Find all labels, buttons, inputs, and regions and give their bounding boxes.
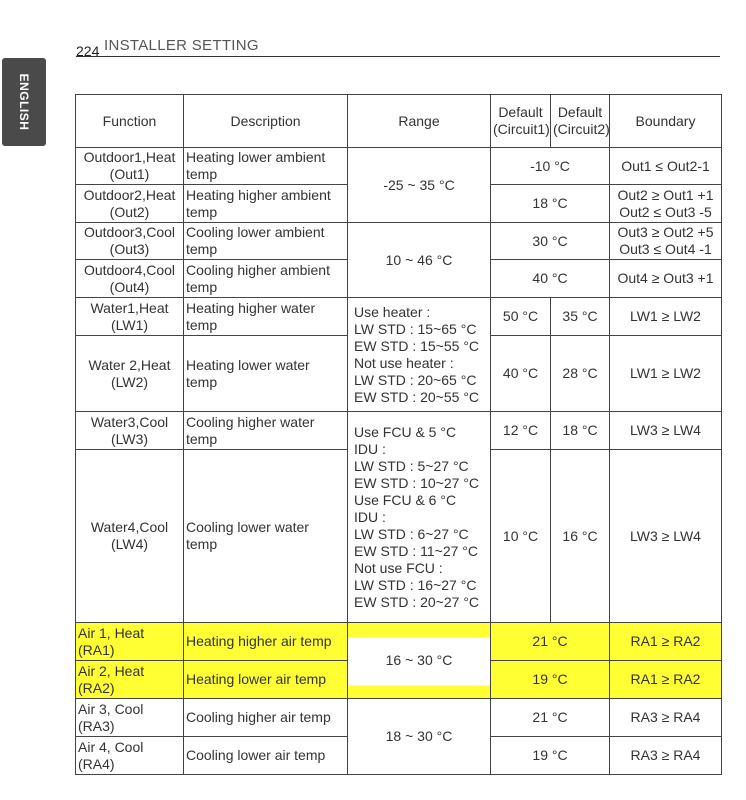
description-cell: Cooling lower air temp: [184, 737, 348, 775]
default-cell: 19 °C: [491, 737, 610, 775]
range-cell: Use FCU & 5 °C IDU : LW STD : 5~27 °C EW STD : 10~27 °C Use FCU & 6 °C IDU : LW STD : 6~27 °C EW STD : 11~27 °C Not use FCU : LW STD : 16~27 °C EW STD : 20~27 °C: [348, 412, 491, 623]
description-cell: Cooling lower ambient temp: [184, 223, 348, 260]
function-cell: Water4,Cool (LW4): [76, 450, 184, 623]
description-cell: Heating higher ambient temp: [184, 185, 348, 223]
function-cell: Outdoor4,Cool (Out4): [76, 260, 184, 298]
function-cell: Outdoor2,Heat (Out2): [76, 185, 184, 223]
description-cell: Heating higher water temp: [184, 298, 348, 336]
default-cell: 21 °C: [491, 623, 610, 661]
section-title: INSTALLER SETTING: [104, 37, 259, 54]
boundary-cell: Out4 ≥ Out3 +1: [610, 260, 722, 298]
boundary-cell: Out3 ≥ Out2 +5 Out3 ≤ Out4 -1: [610, 223, 722, 260]
range-cell: -25 ~ 35 °C: [348, 148, 491, 223]
function-cell: Air 3, Cool (RA3): [76, 699, 184, 737]
description-cell: Cooling higher water temp: [184, 412, 348, 450]
boundary-cell: LW1 ≥ LW2: [610, 336, 722, 412]
boundary-cell: Out2 ≥ Out1 +1 Out2 ≤ Out3 -5: [610, 185, 722, 223]
boundary-cell: RA3 ≥ RA4: [610, 737, 722, 775]
table-row: [76, 298, 722, 336]
installer-setting-table: [75, 94, 722, 775]
range-cell: 16 ~ 30 °C: [348, 623, 491, 699]
range-cell: 10 ~ 46 °C: [348, 223, 491, 298]
header-default-circuit2: Default (Circuit2): [551, 95, 610, 148]
default-cell: 21 °C: [491, 699, 610, 737]
function-cell: Air 4, Cool (RA4): [76, 737, 184, 775]
function-cell: Outdoor3,Cool (Out3): [76, 223, 184, 260]
boundary-cell: Out1 ≤ Out2-1: [610, 148, 722, 185]
default-cell: -10 °C: [491, 148, 610, 185]
header-description: Description: [184, 95, 348, 148]
function-cell: Water3,Cool (LW3): [76, 412, 184, 450]
default-cell: 30 °C: [491, 223, 610, 260]
function-cell: Air 2, Heat (RA2): [76, 661, 184, 699]
default-circuit1-cell: 10 °C: [491, 450, 551, 623]
header-function: Function: [76, 95, 184, 148]
language-label: ENGLISH: [17, 73, 31, 131]
boundary-cell: RA1 ≥ RA2: [610, 661, 722, 699]
header-boundary: Boundary: [610, 95, 722, 148]
range-cell: Use heater : LW STD : 15~65 °C EW STD : 15~55 °C Not use heater : LW STD : 20~65 °C EW STD : 20~55 °C: [348, 298, 491, 412]
function-cell: Outdoor1,Heat (Out1): [76, 148, 184, 185]
page-header: [76, 36, 720, 57]
default-circuit2-cell: 18 °C: [551, 412, 610, 450]
default-circuit2-cell: 28 °C: [551, 336, 610, 412]
description-cell: Cooling lower water temp: [184, 450, 348, 623]
boundary-cell: LW3 ≥ LW4: [610, 450, 722, 623]
description-cell: Heating lower ambient temp: [184, 148, 348, 185]
default-circuit1-cell: 50 °C: [491, 298, 551, 336]
boundary-cell: RA3 ≥ RA4: [610, 699, 722, 737]
table-row: [76, 223, 722, 260]
boundary-cell: LW1 ≥ LW2: [610, 298, 722, 336]
default-circuit2-cell: 16 °C: [551, 450, 610, 623]
table-header-row: [76, 95, 722, 148]
default-circuit1-cell: 40 °C: [491, 336, 551, 412]
description-cell: Cooling higher ambient temp: [184, 260, 348, 298]
default-cell: 40 °C: [491, 260, 610, 298]
function-cell: Water 2,Heat (LW2): [76, 336, 184, 412]
description-cell: Heating higher air temp: [184, 623, 348, 661]
description-cell: Heating lower air temp: [184, 661, 348, 699]
description-cell: Cooling higher air temp: [184, 699, 348, 737]
table-row: [76, 412, 722, 450]
default-cell: 19 °C: [491, 661, 610, 699]
table-row: [76, 148, 722, 185]
default-cell: 18 °C: [491, 185, 610, 223]
function-cell: Air 1, Heat (RA1): [76, 623, 184, 661]
table-row: [76, 699, 722, 737]
header-range: Range: [348, 95, 491, 148]
default-circuit1-cell: 12 °C: [491, 412, 551, 450]
header-default-circuit1: Default (Circuit1): [491, 95, 551, 148]
table-row-highlighted: [76, 623, 722, 661]
boundary-cell: LW3 ≥ LW4: [610, 412, 722, 450]
page-number: 224: [76, 43, 100, 59]
range-cell: 18 ~ 30 °C: [348, 699, 491, 775]
description-cell: Heating lower water temp: [184, 336, 348, 412]
boundary-cell: RA1 ≥ RA2: [610, 623, 722, 661]
language-side-tab: [2, 58, 46, 146]
default-circuit2-cell: 35 °C: [551, 298, 610, 336]
function-cell: Water1,Heat (LW1): [76, 298, 184, 336]
